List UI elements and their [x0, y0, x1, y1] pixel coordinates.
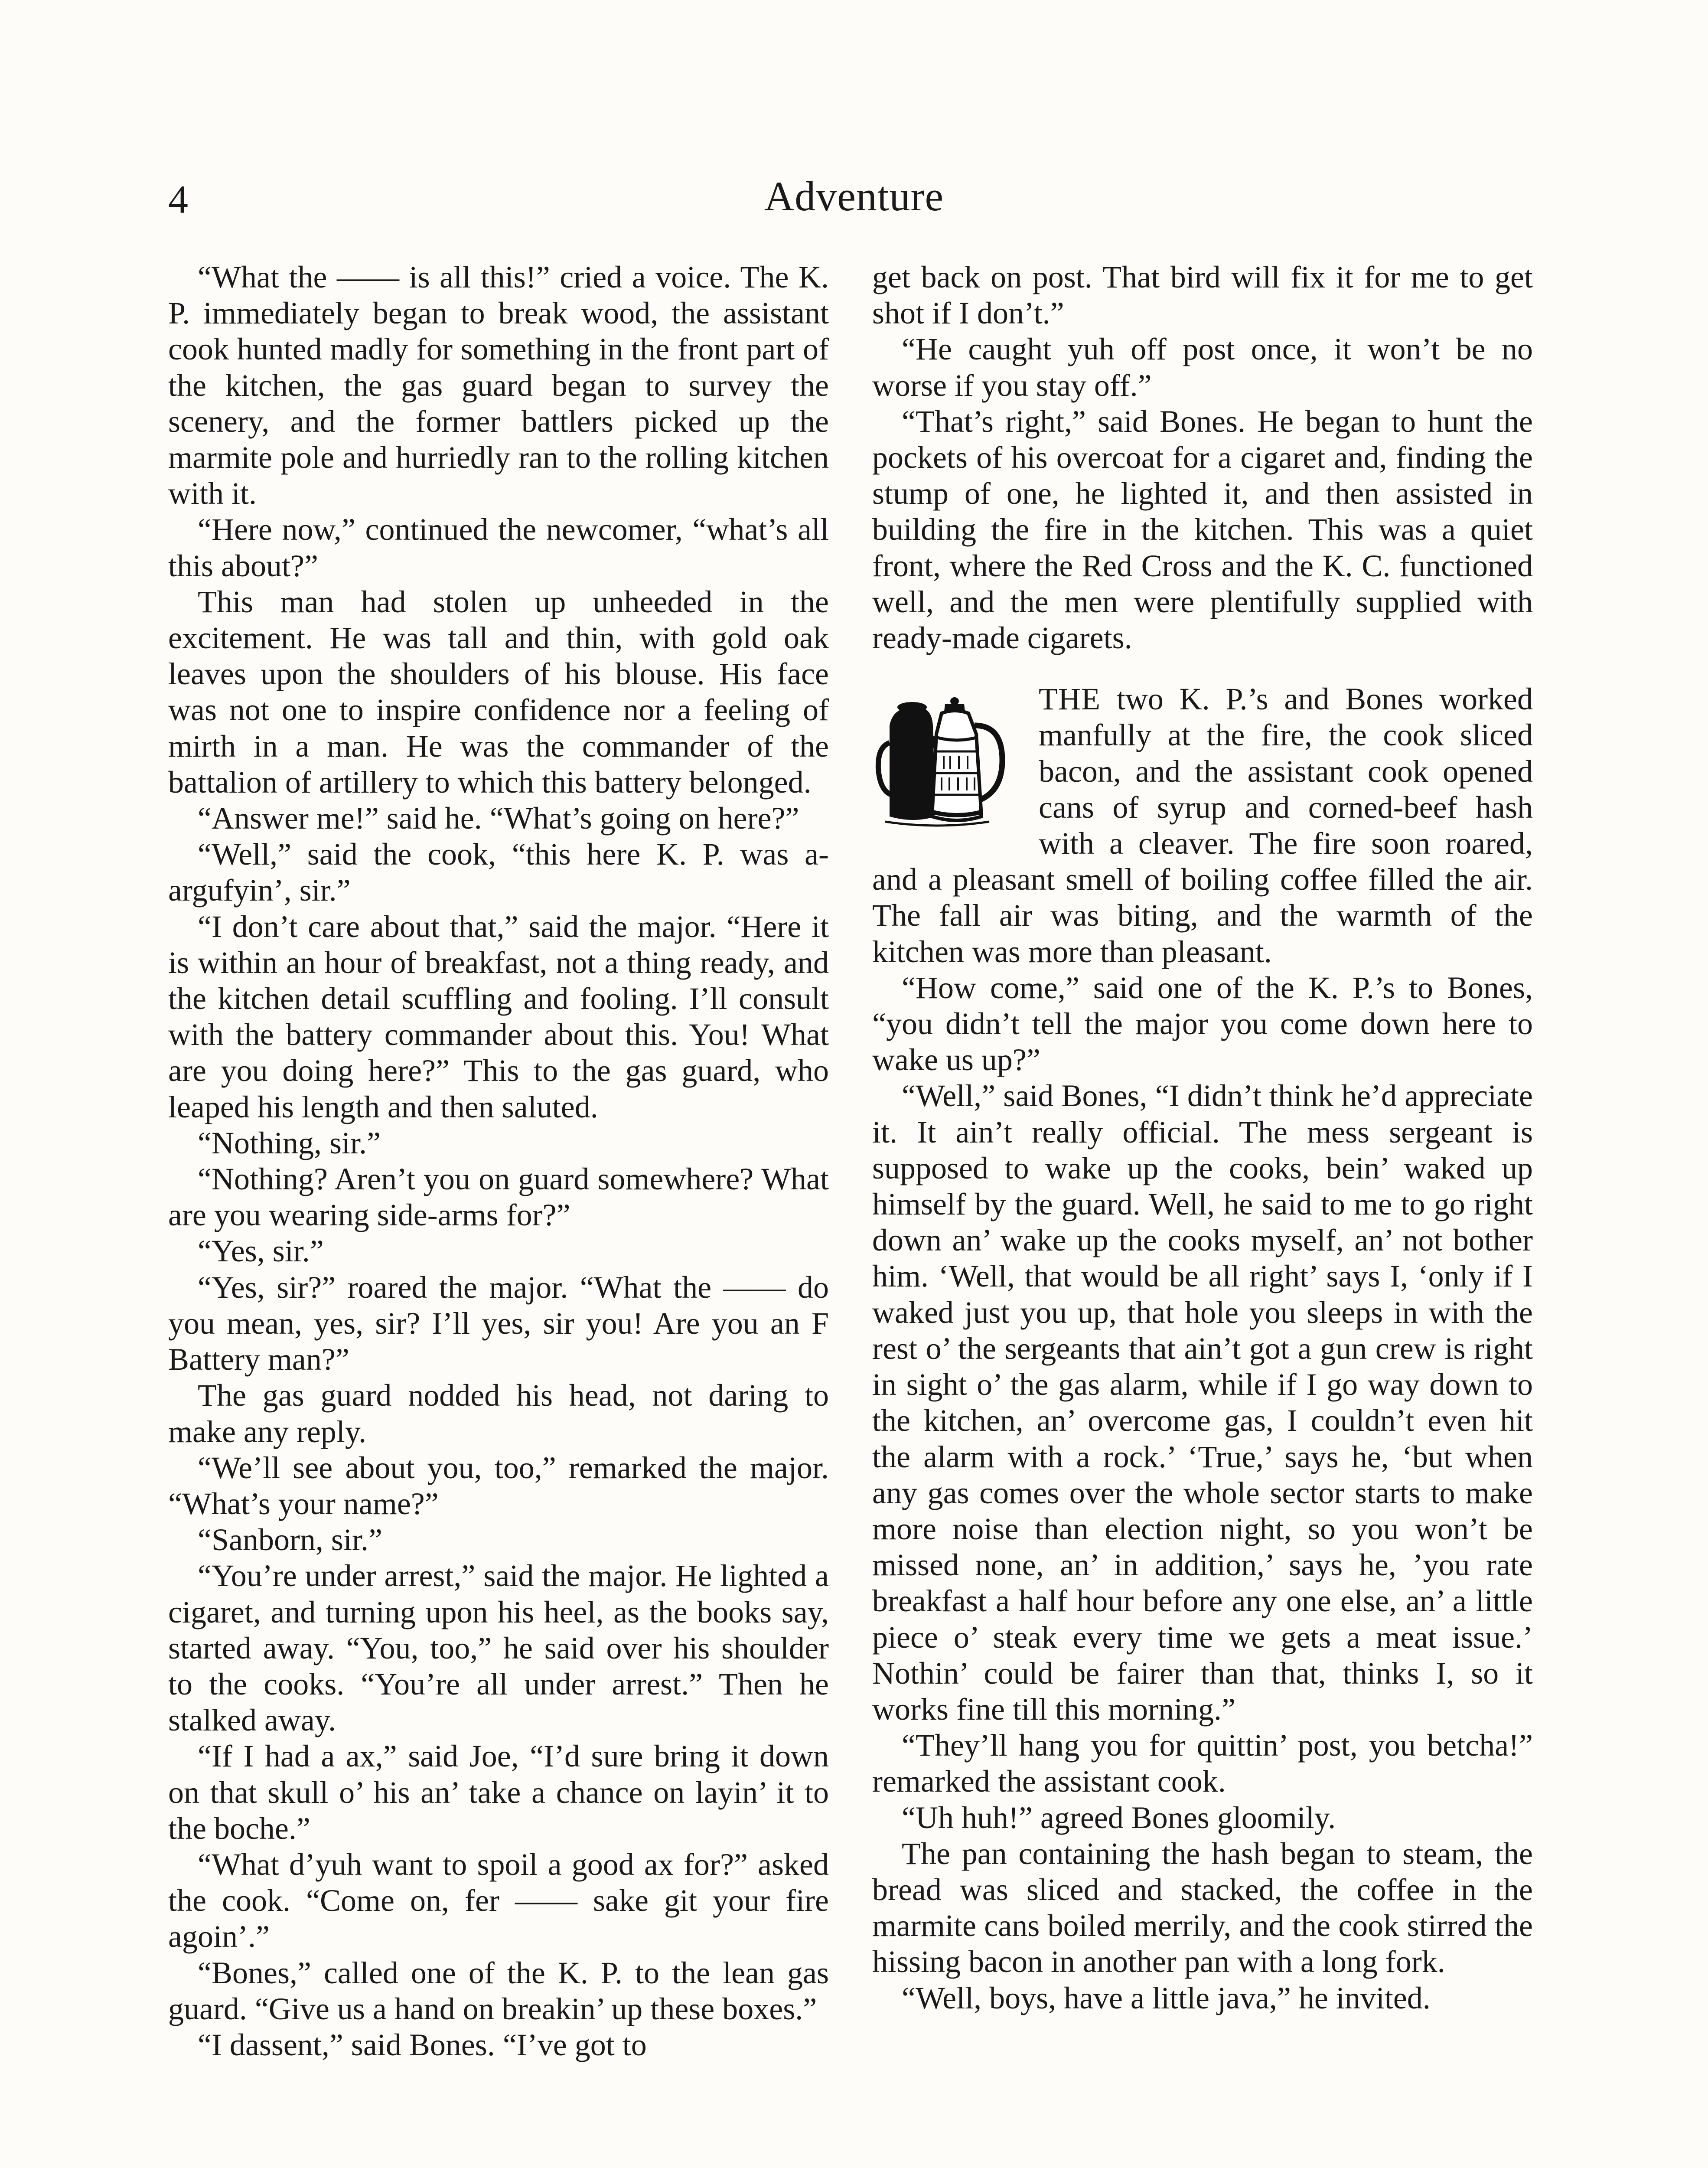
- paragraph: “Yes, sir?” roared the major. “What the —— do you mean, yes, sir? I’ll yes, sir you! Are you an F Battery man?”: [168, 1270, 829, 1377]
- paragraph: “Well, boys, have a little java,” he invited.: [902, 1980, 1431, 2015]
- right-column: [872, 259, 1533, 2016]
- paragraph: “If I had a ax,” said Joe, “I’d sure bring it down on that skull o’ his an’ take a chance on layin’ it to the boche.”: [168, 1739, 829, 1846]
- paragraph: “We’ll see about you, too,” remarked the major. “What’s your name?”: [168, 1450, 829, 1521]
- running-title: Adventure: [764, 173, 944, 219]
- paragraph: “What d’yuh want to spoil a good ax for?” asked the cook. “Come on, fer —— sake git your fire agoin’.”: [168, 1847, 829, 1954]
- paragraph: “Sanborn, sir.”: [198, 1522, 382, 1557]
- lead-text: two K. P.’s and Bones worked manfully at the fire, the cook sliced bacon, and the assistant cook opened cans of syrup and corned-beef hash with a cleaver. The fire soon roared, and a pleasant smell of boiling coffee filled the air. The fall air was biting, and the warmth of the kitchen was more than pleasant.: [872, 682, 1533, 969]
- paragraph: “I don’t care about that,” said the major. “Here it is within an hour of breakfast, not a thing ready, and the kitchen detail scuffling and fooling. I’ll consult with the battery commander about this. You! What are you doing here?” This to the gas guard, who leaped his length and then saluted.: [168, 909, 829, 1124]
- paragraph: “That’s right,” said Bones. He began to hunt the pockets of his overcoat for a cigaret and, finding the stump of one, he lighted it, and then assisted in building the fire in the kitchen. This was a quiet front, where the Red Cross and the K. C. functioned well, and the men were plentifully supplied with ready-made cigarets.: [872, 404, 1533, 656]
- paragraph: “What the —— is all this!” cried a voice. The K. P. immediately began to break wood, the assistant cook hunted madly for something in the front part of the kitchen, the gas guard began to survey the scenery, and the former battlers picked up the marmite pole and hurriedly ran to the rolling kitchen with it.: [168, 260, 829, 511]
- paragraph: “Yes, sir.”: [198, 1234, 324, 1269]
- coffee-pot-icon: [872, 686, 1024, 829]
- paragraph: “Answer me!” said he. “What’s going on here?”: [198, 801, 799, 836]
- section-opening: [872, 681, 1533, 970]
- section-break: [872, 656, 1533, 681]
- page-header: [0, 165, 1708, 225]
- left-column: [168, 259, 829, 2063]
- page-number: 4: [168, 177, 188, 222]
- paragraph: “Uh huh!” agreed Bones gloomily.: [902, 1800, 1336, 1835]
- paragraph: “I dassent,” said Bones. “I’ve got to: [198, 2027, 647, 2062]
- paragraph: “They’ll hang you for quittin’ post, you betcha!” remarked the assistant cook.: [872, 1728, 1533, 1799]
- paragraph: The gas guard nodded his head, not daring to make any reply.: [168, 1378, 829, 1449]
- paragraph: The pan containing the hash began to steam, the bread was sliced and stacked, the coffee in the marmite cans boiled merrily, and the cook stirred the hissing bacon in another pan with a long fork.: [872, 1836, 1533, 1979]
- paragraph: “How come,” said one of the K. P.’s to Bones, “you didn’t tell the major you come down here to wake us up?”: [872, 970, 1533, 1077]
- continued-paragraph: get back on post. That bird will fix it for me to get shot if I don’t.”: [872, 260, 1533, 331]
- paragraph: “Bones,” called one of the K. P. to the lean gas guard. “Give us a hand on breakin’ up these boxes.”: [168, 1955, 829, 2026]
- paragraph: “Nothing? Aren’t you on guard somewhere? What are you wearing side-arms for?”: [168, 1162, 829, 1233]
- lead-caps: THE: [1039, 682, 1101, 717]
- paragraph: This man had stolen up unheeded in the excitement. He was tall and thin, with gold oak leaves upon the shoulders of his blouse. His face was not one to inspire confidence nor a feeling of mirth in a man. He was the commander of the battalion of artillery to which this battery belonged.: [168, 584, 829, 800]
- paragraph: “You’re under arrest,” said the major. He lighted a cigaret, and turning upon his heel, as the books say, started away. “You, too,” he said over his shoulder to the cooks. “You’re all under arrest.” Then he stalked away.: [168, 1558, 829, 1738]
- paragraph: “Nothing, sir.”: [198, 1125, 381, 1160]
- paragraph: “Well,” said the cook, “this here K. P. was a-argufyin’, sir.”: [168, 837, 829, 908]
- paragraph: “Well,” said Bones, “I didn’t think he’d appreciate it. It ain’t really official. The mess sergeant is supposed to wake up the cooks, bein’ waked up himself by the guard. Well, he said to me to go right down an’ wake up the cooks myself, an’ not bother him. ‘Well, that would be all right’ says I, ‘only if I waked just you up, that hole you sleeps in with the rest o’ the sergeants that ain’t got a gun crew is right in sight o’ the gas alarm, while if I go way down to the kitchen, an’ overcome gas, I couldn’t even hit the alarm with a rock.’ ‘True,’ says he, ‘but when any gas comes over the whole sector starts to make more noise than election night, so you won’t be missed none, an’ in addition,’ says he, ’you rate breakfast a half hour before any one else, an’ a little piece o’ steak every time we gets a meat issue.’ Nothin’ could be fairer than that, thinks I, so it works fine till this morning.”: [872, 1078, 1533, 1727]
- paragraph: “Here now,” continued the newcomer, “what’s all this about?”: [168, 512, 829, 583]
- paragraph: “He caught yuh off post once, it won’t be no worse if you stay off.”: [872, 332, 1533, 403]
